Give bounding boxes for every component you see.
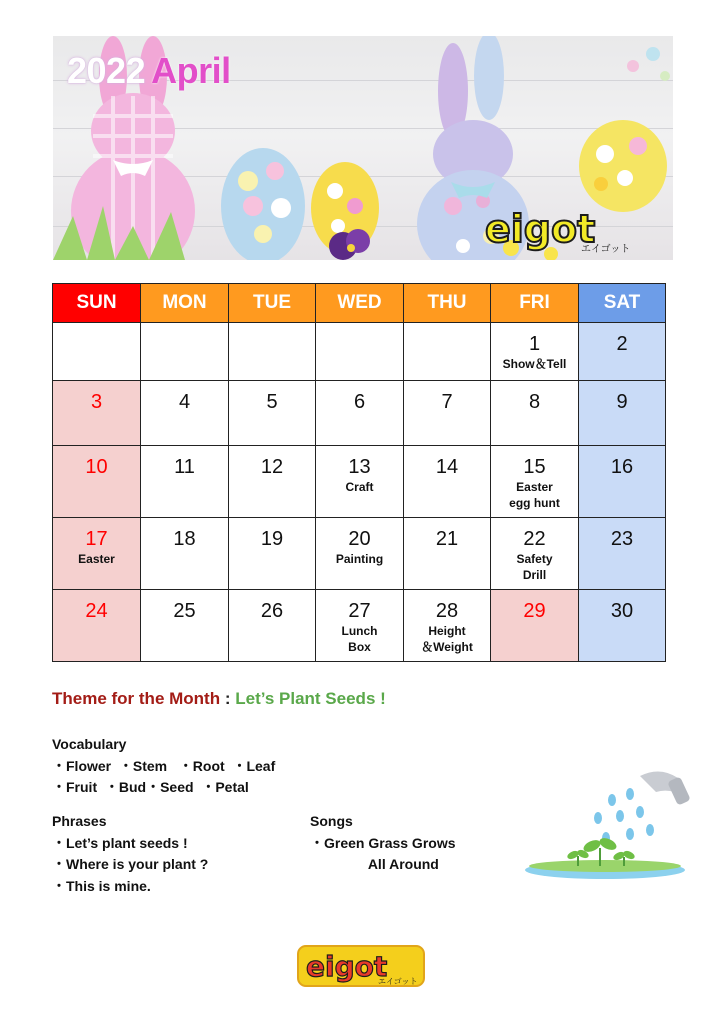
day-event: Safety Drill bbox=[516, 552, 553, 582]
day-cell-sat bbox=[579, 323, 666, 381]
day-cell-fri bbox=[491, 381, 579, 446]
day-cell-sun bbox=[53, 590, 141, 662]
day-cell-tue bbox=[229, 323, 316, 381]
flower-ball-icon bbox=[579, 120, 667, 212]
header-thu: THU bbox=[404, 284, 491, 323]
songs-title: Songs bbox=[310, 813, 353, 829]
day-cell-mon bbox=[141, 518, 229, 590]
day-number: 12 bbox=[260, 456, 284, 478]
day-cell-sat bbox=[579, 590, 666, 662]
day-cell-fri bbox=[491, 446, 579, 518]
day-cell-sat bbox=[579, 446, 666, 518]
day-event: Painting bbox=[335, 552, 384, 566]
day-number: 3 bbox=[90, 391, 103, 413]
day-event: Show＆Tell bbox=[502, 357, 567, 371]
header-mon: MON bbox=[141, 284, 229, 323]
phrases-section bbox=[52, 811, 208, 897]
day-cell-thu bbox=[404, 323, 491, 381]
header-sat: SAT bbox=[579, 284, 666, 323]
day-number: 6 bbox=[353, 391, 366, 413]
day-number: 18 bbox=[173, 528, 196, 550]
day-number: 7 bbox=[441, 391, 453, 413]
header-fri: FRI bbox=[491, 284, 579, 323]
vocabulary-title: Vocabulary bbox=[52, 736, 127, 752]
day-cell-thu bbox=[404, 381, 491, 446]
banner-year: 2022 bbox=[67, 50, 146, 91]
watering-can-icon bbox=[640, 771, 690, 805]
day-number: 28 bbox=[435, 600, 459, 622]
week-row bbox=[53, 518, 666, 590]
day-cell-fri bbox=[491, 323, 579, 381]
day-number: 4 bbox=[178, 391, 191, 413]
banner-month: April bbox=[151, 50, 231, 91]
vocabulary-line: ・Flower ・Stem ・Root ・Leaf bbox=[52, 757, 276, 774]
day-cell-sat bbox=[579, 381, 666, 446]
header-tue: TUE bbox=[229, 284, 316, 323]
day-number: 23 bbox=[610, 528, 634, 550]
day-cell-wed bbox=[316, 446, 404, 518]
day-cell-thu bbox=[404, 590, 491, 662]
calendar-grid bbox=[52, 283, 666, 662]
day-cell-tue bbox=[229, 518, 316, 590]
phrase-line: ・Where is your plant ? bbox=[52, 856, 209, 872]
day-number: 9 bbox=[616, 391, 628, 413]
theme-separator: : bbox=[224, 689, 231, 708]
day-event: Lunch Box bbox=[341, 624, 378, 654]
vocabulary-line: ・Fruit ・Bud・Seed ・Petal bbox=[52, 779, 249, 795]
day-cell-tue bbox=[229, 446, 316, 518]
song-line: ・Green Grass Grows bbox=[310, 834, 456, 851]
song-line: All Around bbox=[310, 856, 439, 872]
vocabulary-section bbox=[52, 734, 275, 799]
day-number: 8 bbox=[528, 391, 541, 413]
day-cell-wed bbox=[316, 381, 404, 446]
banner-logo-subtitle: エイゴット bbox=[581, 244, 631, 254]
day-cell-sun bbox=[53, 381, 141, 446]
header-wed: WED bbox=[316, 284, 404, 323]
day-cell-mon bbox=[141, 446, 229, 518]
day-cell-sun bbox=[53, 518, 141, 590]
phrase-line: ・This is mine. bbox=[52, 877, 151, 894]
day-number: 5 bbox=[266, 391, 278, 413]
day-number: 19 bbox=[260, 528, 284, 550]
theme-label: Theme for the Month bbox=[52, 689, 221, 708]
day-number: 14 bbox=[435, 456, 459, 478]
weekday-header-row bbox=[53, 284, 666, 323]
day-cell-sun bbox=[53, 323, 141, 381]
phrase-line: ・Let’s plant seeds ! bbox=[52, 834, 188, 851]
banner-logo-text: eigot bbox=[485, 207, 596, 251]
day-number: 16 bbox=[610, 456, 634, 478]
day-cell-fri bbox=[491, 518, 579, 590]
footer-logo-subtitle: エイゴット bbox=[378, 977, 418, 986]
day-event: Easter egg hunt bbox=[509, 480, 560, 510]
day-number: 21 bbox=[435, 528, 459, 550]
footer-eigot-logo bbox=[296, 942, 426, 990]
week-row bbox=[53, 446, 666, 518]
week-row bbox=[53, 323, 666, 381]
day-cell-tue bbox=[229, 381, 316, 446]
day-number: 26 bbox=[260, 600, 284, 622]
day-number: 2 bbox=[616, 333, 628, 355]
day-cell-thu bbox=[404, 518, 491, 590]
ground-icon bbox=[525, 860, 685, 879]
day-number: 25 bbox=[173, 600, 196, 622]
header-sun: SUN bbox=[53, 284, 141, 323]
day-number: 20 bbox=[348, 528, 371, 550]
footer-logo-text: eigot bbox=[306, 950, 388, 983]
day-number: 13 bbox=[348, 456, 371, 478]
day-cell-tue bbox=[229, 590, 316, 662]
banner-title bbox=[67, 50, 231, 92]
watering-sprout-illustration bbox=[520, 758, 690, 908]
day-event: Craft bbox=[345, 480, 374, 494]
day-cell-mon bbox=[141, 381, 229, 446]
day-cell-mon bbox=[141, 323, 229, 381]
day-event: Easter bbox=[78, 552, 115, 566]
header-banner bbox=[53, 36, 673, 260]
week-row bbox=[53, 381, 666, 446]
day-number: 11 bbox=[174, 456, 195, 478]
eigot-logo bbox=[481, 204, 641, 254]
phrases-title: Phrases bbox=[52, 813, 107, 829]
songs-section bbox=[310, 811, 456, 876]
day-number: 17 bbox=[85, 528, 108, 550]
day-event: Height ＆Weight bbox=[421, 624, 473, 654]
day-number: 22 bbox=[523, 528, 546, 550]
day-cell-wed bbox=[316, 590, 404, 662]
day-number: 24 bbox=[85, 600, 108, 622]
day-number: 10 bbox=[85, 456, 108, 478]
day-cell-thu bbox=[404, 446, 491, 518]
day-cell-mon bbox=[141, 590, 229, 662]
day-number: 1 bbox=[528, 333, 541, 355]
day-number: 15 bbox=[523, 456, 546, 478]
theme-value: Let’s Plant Seeds ! bbox=[235, 689, 386, 708]
day-cell-sun bbox=[53, 446, 141, 518]
day-number: 30 bbox=[610, 600, 634, 622]
water-drops-icon bbox=[594, 788, 654, 844]
day-cell-fri bbox=[491, 590, 579, 662]
day-cell-sat bbox=[579, 518, 666, 590]
day-cell-wed bbox=[316, 323, 404, 381]
day-number: 29 bbox=[523, 600, 546, 622]
day-number: 27 bbox=[348, 600, 371, 622]
flower-egg-icon bbox=[221, 148, 305, 260]
day-cell-wed bbox=[316, 518, 404, 590]
week-row bbox=[53, 590, 666, 662]
theme-line bbox=[52, 689, 386, 709]
